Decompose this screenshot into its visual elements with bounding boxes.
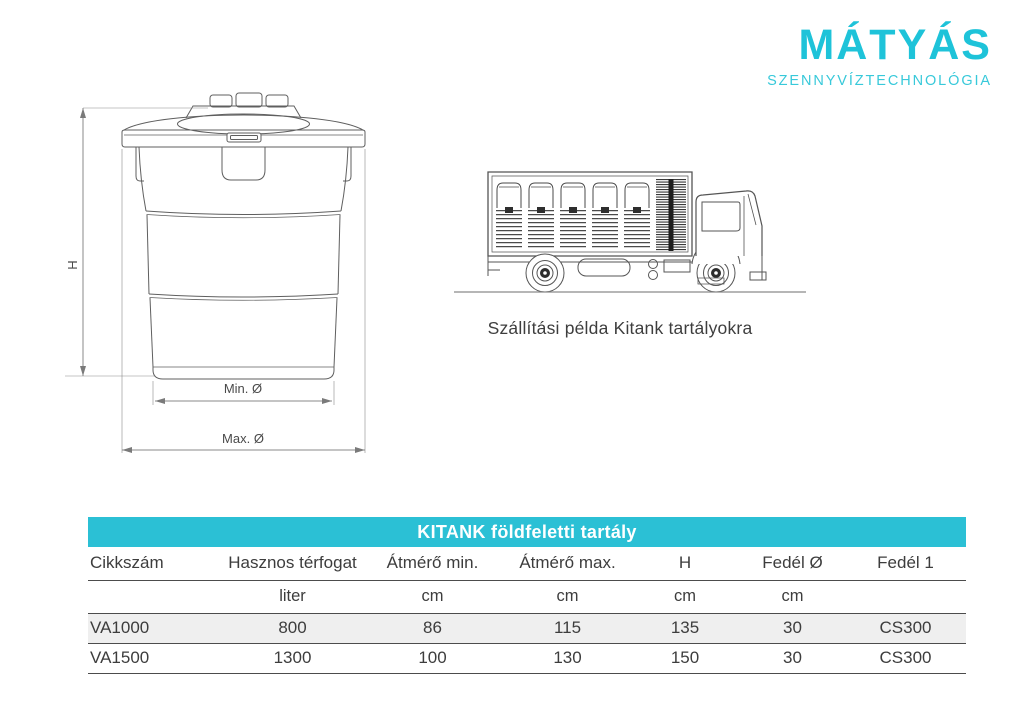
logo-title: MÁTYÁS [798, 21, 992, 69]
truck-transport-drawing [450, 152, 810, 304]
column-header-hasznos-terfogat: Hasznos térfogat [225, 547, 360, 580]
cell-fedel-atmero: 30 [740, 643, 845, 673]
unit-cell: cm [740, 580, 845, 613]
lid-stack [669, 179, 674, 251]
column-header-fedel-1: Fedél 1 [845, 547, 966, 580]
tank-technical-drawing [60, 85, 390, 465]
unit-cell: liter [225, 580, 360, 613]
cell-cikkszam: VA1000 [88, 613, 225, 643]
unit-cell [845, 580, 966, 613]
cell-terfogat: 1300 [225, 643, 360, 673]
table-title: KITANK földfeletti tartály [88, 517, 966, 547]
unit-cell [88, 580, 225, 613]
column-header-atmero-max: Átmérő max. [505, 547, 630, 580]
unit-cell: cm [360, 580, 505, 613]
cell-fedel-1: CS300 [845, 613, 966, 643]
table-title-row [88, 517, 966, 547]
cell-h: 150 [630, 643, 740, 673]
tank-outline [122, 93, 365, 379]
tank-stacks [497, 183, 649, 250]
cell-fedel-atmero: 30 [740, 613, 845, 643]
cell-atmero-min: 100 [360, 643, 505, 673]
cell-atmero-max: 115 [505, 613, 630, 643]
column-header-h: H [630, 547, 740, 580]
cell-cikkszam: VA1500 [88, 643, 225, 673]
cell-atmero-max: 130 [505, 643, 630, 673]
dimension-lines [65, 108, 365, 453]
column-header-fedel-atmero: Fedél Ø [740, 547, 845, 580]
dimension-label-max-diameter: Max. Ø [222, 431, 264, 446]
company-logo [752, 21, 992, 89]
unit-cell: cm [505, 580, 630, 613]
dimension-label-h: H [65, 260, 80, 270]
spec-table [88, 517, 966, 674]
truck-chassis [488, 256, 692, 280]
table-units-row [88, 580, 966, 613]
logo-subtitle: SZENNYVÍZTECHNOLÓGIA [767, 73, 992, 89]
column-header-cikkszam: Cikkszám [88, 547, 225, 580]
table-header-row [88, 547, 966, 580]
table-row-va1500 [88, 643, 966, 673]
unit-cell: cm [630, 580, 740, 613]
cell-terfogat: 800 [225, 613, 360, 643]
column-header-atmero-min: Átmérő min. [360, 547, 505, 580]
truck-caption: Szállítási példa Kitank tartályokra [487, 318, 753, 338]
cell-atmero-min: 86 [360, 613, 505, 643]
cell-h: 135 [630, 613, 740, 643]
dimension-label-min-diameter: Min. Ø [223, 381, 263, 396]
table-row-va1000 [88, 613, 966, 643]
cell-fedel-1: CS300 [845, 643, 966, 673]
